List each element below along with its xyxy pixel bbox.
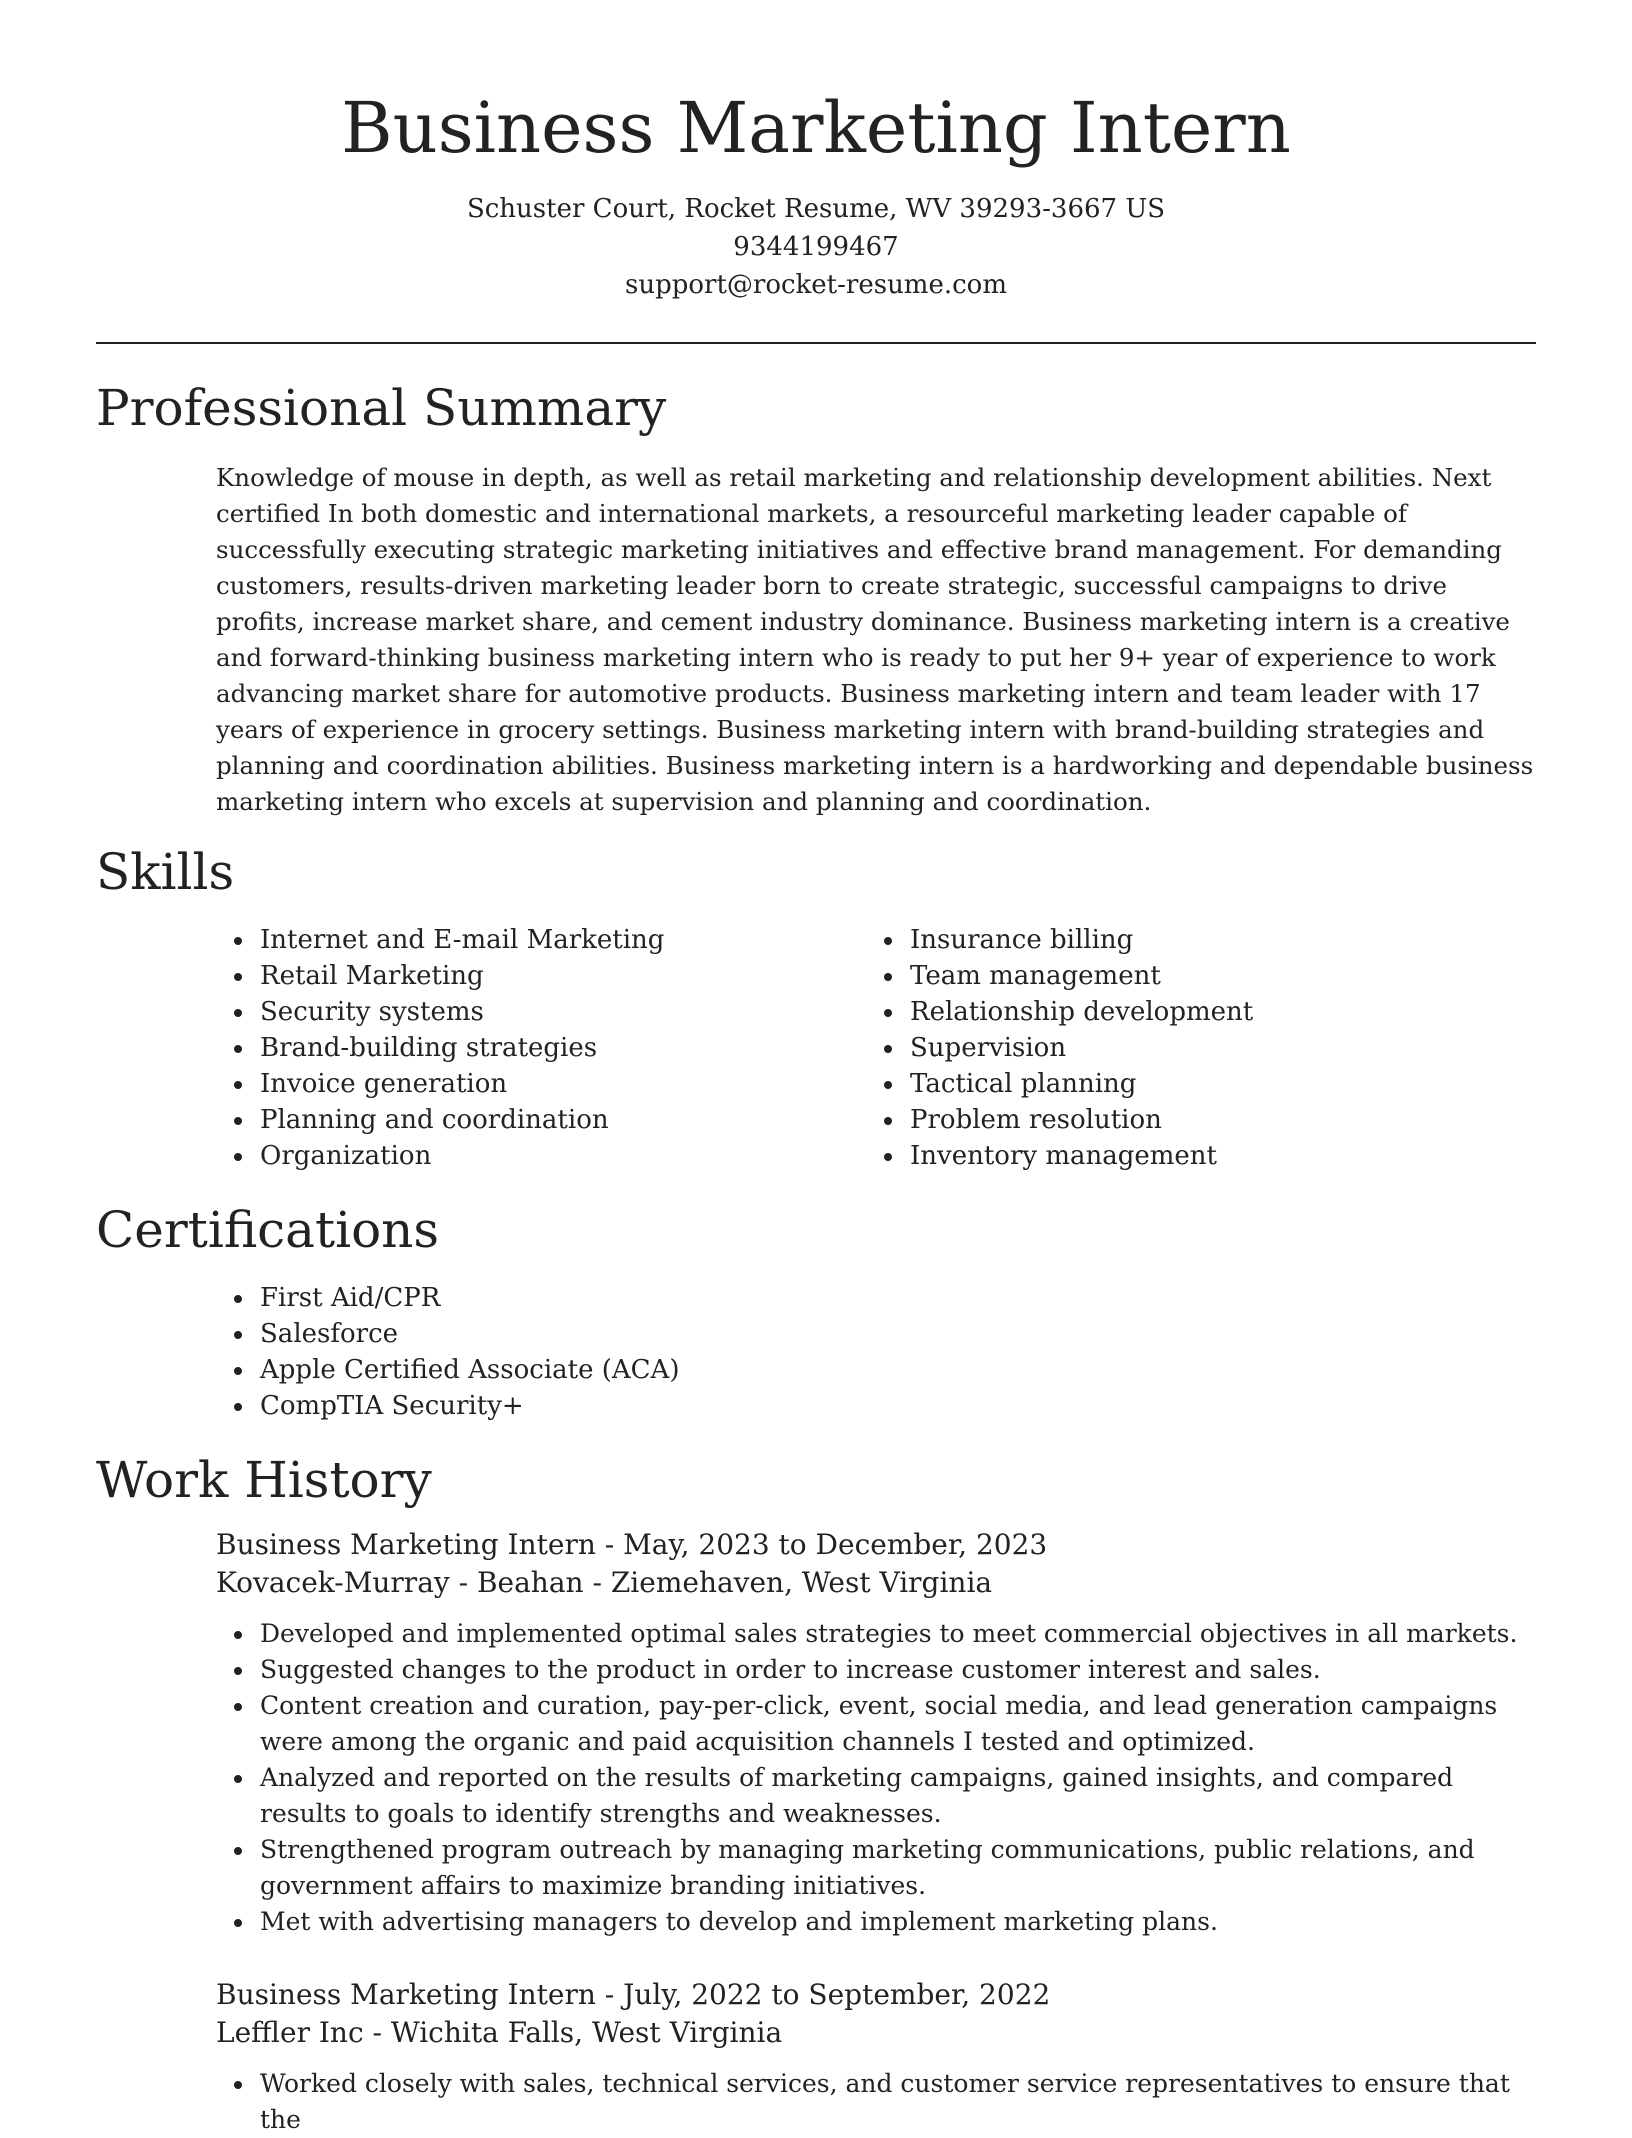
job-title-line: Business Marketing Intern - July, 2022 to September, 2022: [216, 1978, 1051, 2011]
job-location: Wichita Falls, West Virginia: [390, 2016, 783, 2049]
job-title-line: Business Marketing Intern - May, 2023 to December, 2023: [216, 1528, 1048, 1561]
job-entry: [216, 1976, 1536, 2138]
certification-item: Salesforce: [216, 1316, 1536, 1352]
skills-heading: Skills: [96, 843, 235, 901]
summary-section: [96, 378, 1536, 820]
job-bullet: Analyzed and reported on the results of marketing campaigns, gained insights, and compared results to goals to identify strengths and weaknesses.: [216, 1760, 1536, 1832]
resume-header: [0, 0, 1632, 304]
skill-item: Relationship development: [866, 994, 1516, 1030]
certifications-list: [216, 1280, 1536, 1424]
address: Schuster Court, Rocket Resume, WV 39293-3667 US: [466, 194, 1166, 224]
job-bullet: Worked closely with sales, technical services, and customer service representatives to ensure that the: [216, 2066, 1536, 2138]
job-list: [96, 1526, 1536, 2138]
email: support@rocket-resume.com: [624, 270, 1007, 300]
job-bullets: [216, 1616, 1536, 1940]
skill-item: Problem resolution: [866, 1102, 1516, 1138]
job-dates: July, 2022 to September, 2022: [623, 1978, 1051, 2011]
job-title: Business Marketing Intern: [216, 1978, 596, 2011]
skill-item: Internet and E-mail Marketing: [216, 922, 866, 958]
job-company-line: Kovacek-Murray - Beahan - Ziemehaven, West Virginia: [216, 1566, 993, 1599]
job-bullet: Met with advertising managers to develop and implement marketing plans.: [216, 1904, 1536, 1940]
certification-item: Apple Certified Associate (ACA): [216, 1352, 1536, 1388]
job-bullet: Content creation and curation, pay-per-click, event, social media, and lead generation campaigns were among the organic and paid acquisition channels I tested and optimized.: [216, 1688, 1536, 1760]
job-dates: May, 2023 to December, 2023: [623, 1528, 1048, 1561]
skills-columns: [216, 922, 1536, 1174]
skill-item: Tactical planning: [866, 1066, 1516, 1102]
skill-item: Retail Marketing: [216, 958, 866, 994]
skill-item: Invoice generation: [216, 1066, 866, 1102]
skills-list-left: [216, 922, 866, 1174]
work-history-section: [96, 1450, 1536, 2138]
skill-item: Supervision: [866, 1030, 1516, 1066]
header-divider: [96, 342, 1536, 344]
phone: 9344199467: [733, 232, 899, 262]
job-title: Business Marketing Intern: [216, 1528, 596, 1561]
job-company-line: Leffler Inc - Wichita Falls, West Virginia: [216, 2016, 783, 2049]
work-history-heading: Work History: [96, 1451, 432, 1509]
summary-text: Knowledge of mouse in depth, as well as retail marketing and relationship development abilities. Next certified In both domestic and international markets, a resourceful marketing leader capable of successfully executing strategic marketing initiatives and effective brand management. For demanding customers, results-driven marketing leader born to create strategic, successful campaigns to drive profits, increase market share, and cement industry dominance. Business marketing intern is a creative and forward-thinking business marketing intern who is ready to put her 9+ year of experience to work advancing market share for automotive products. Business marketing intern and team leader with 17 years of experience in grocery settings. Business marketing intern with brand-building strategies and planning and coordination abilities. Business marketing intern is a hardworking and dependable business marketing intern who excels at supervision and planning and coordination.: [216, 463, 1534, 816]
certifications-section: [96, 1200, 1536, 1424]
summary-heading: Professional Summary: [96, 379, 667, 437]
contact-info: [0, 190, 1632, 304]
job-company: Leffler Inc: [216, 2016, 364, 2049]
job-bullets: [216, 2066, 1536, 2138]
job-entry: [216, 1526, 1536, 1940]
skill-item: Team management: [866, 958, 1516, 994]
job-bullet: Developed and implemented optimal sales strategies to meet commercial objectives in all markets.: [216, 1616, 1536, 1652]
certifications-heading: Certifications: [96, 1201, 440, 1259]
job-company: Kovacek-Murray - Beahan: [216, 1566, 584, 1599]
skill-item: Planning and coordination: [216, 1102, 866, 1138]
skill-item: Security systems: [216, 994, 866, 1030]
job-bullet: Suggested changes to the product in order to increase customer interest and sales.: [216, 1652, 1536, 1688]
skill-item: Inventory management: [866, 1138, 1516, 1174]
skills-list-right: [866, 922, 1516, 1174]
job-location: Ziemehaven, West Virginia: [610, 1566, 993, 1599]
certification-item: CompTIA Security+: [216, 1388, 1536, 1424]
skill-item: Organization: [216, 1138, 866, 1174]
job-bullet: Strengthened program outreach by managing marketing communications, public relations, and government affairs to maximize branding initiatives.: [216, 1832, 1536, 1904]
candidate-name: Business Marketing Intern: [341, 87, 1291, 169]
skills-section: [96, 842, 1536, 1174]
skill-item: Brand-building strategies: [216, 1030, 866, 1066]
certification-item: First Aid/CPR: [216, 1280, 1536, 1316]
skill-item: Insurance billing: [866, 922, 1516, 958]
